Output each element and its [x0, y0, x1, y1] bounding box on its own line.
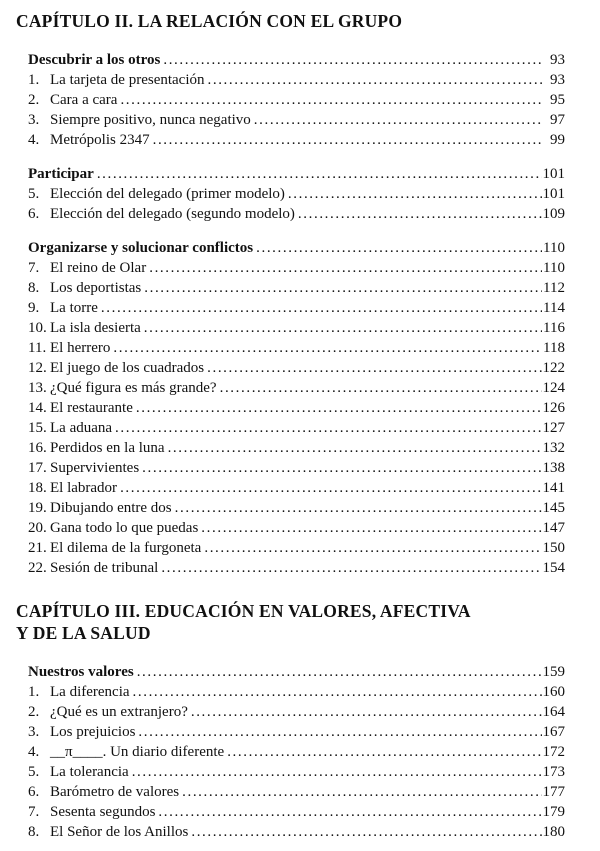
toc-item-row: [28, 722, 565, 742]
section-items: [28, 682, 565, 842]
section-heading-label: Organizarse y solucionar conflictos: [28, 240, 254, 256]
dot-leader: [285, 184, 542, 204]
item-label: Elección del delegado (segundo modelo): [50, 206, 295, 222]
toc-item-row: [28, 110, 565, 130]
toc-item-row: [28, 558, 565, 578]
toc-item-row: [28, 458, 565, 478]
chapter-sections: [16, 50, 565, 578]
item-number: 5.: [28, 764, 40, 780]
toc-section: [28, 50, 565, 150]
dot-leader: [172, 498, 542, 518]
page-number: 154: [542, 560, 565, 576]
dot-leader: [155, 802, 542, 822]
section-heading-row: [28, 238, 565, 258]
toc-item-row: [28, 782, 565, 802]
page-number: 147: [542, 520, 565, 536]
chapter-title-line: CAPÍTULO II. LA RELACIÓN CON EL GRUPO: [16, 11, 403, 31]
item-label: La torre: [50, 300, 98, 316]
page-number: 145: [542, 500, 565, 516]
item-label: Cara a cara: [50, 92, 118, 108]
toc-item-row: [28, 338, 565, 358]
item-number: 8.: [28, 280, 40, 296]
page-number: 93: [550, 52, 565, 68]
item-number: 1.: [28, 684, 40, 700]
item-label: Sesión de tribunal: [50, 560, 159, 576]
item-label: El labrador: [50, 480, 118, 496]
page-number: 159: [542, 664, 565, 680]
section-items: [28, 70, 565, 150]
page-number: 99: [550, 132, 565, 148]
dot-leader: [188, 702, 542, 722]
page-number: 101: [542, 186, 565, 202]
item-number: 18.: [28, 480, 47, 496]
dot-leader: [224, 742, 542, 762]
dot-leader: [251, 110, 542, 130]
dot-leader: [205, 70, 543, 90]
section-items: [28, 258, 565, 578]
page-number: 126: [542, 400, 565, 416]
dot-leader: [188, 822, 542, 842]
item-number: 13.: [28, 380, 47, 396]
item-number: 11.: [28, 340, 47, 356]
dot-leader: [117, 90, 542, 110]
dot-leader: [201, 538, 542, 558]
section-heading-label: Participar: [28, 166, 94, 182]
dot-leader: [158, 558, 542, 578]
page-number: 110: [543, 260, 565, 276]
item-number: 9.: [28, 300, 40, 316]
dot-leader: [179, 782, 542, 802]
toc-section: [28, 164, 565, 224]
page-number: 109: [542, 206, 565, 222]
item-label: Perdidos en la luna: [50, 440, 165, 456]
dot-leader: [150, 130, 542, 150]
item-number: 6.: [28, 206, 40, 222]
chapter-title-line: CAPÍTULO III. EDUCACIÓN EN VALORES, AFECTIVA: [16, 601, 471, 621]
chapter-sections: [16, 662, 565, 842]
item-label: Metrópolis 2347: [50, 132, 150, 148]
item-label: ¿Qué es un extranjero?: [50, 704, 188, 720]
toc-item-row: [28, 762, 565, 782]
toc-section: [28, 662, 565, 842]
item-number: 5.: [28, 186, 40, 202]
toc-item-row: [28, 498, 565, 518]
toc-item-row: [28, 318, 565, 338]
toc-item-row: [28, 398, 565, 418]
toc-item-row: [28, 70, 565, 90]
toc-item-row: [28, 822, 565, 842]
item-number: 4.: [28, 744, 40, 760]
section-heading-label: Nuestros valores: [28, 664, 134, 680]
item-label: Barómetro de valores: [50, 784, 180, 800]
page-number: 179: [542, 804, 565, 820]
item-number: 17.: [28, 460, 47, 476]
dot-leader: [165, 438, 542, 458]
item-label: __π____. Un diario diferente: [50, 744, 225, 760]
item-label: La aduana: [50, 420, 113, 436]
toc-item-row: [28, 438, 565, 458]
page-number: 93: [550, 72, 565, 88]
item-number: 14.: [28, 400, 47, 416]
item-number: 3.: [28, 112, 40, 128]
dot-leader: [204, 358, 542, 378]
page-number: 124: [542, 380, 565, 396]
dot-leader: [129, 762, 542, 782]
item-number: 8.: [28, 824, 40, 840]
chapter-title: [16, 10, 565, 32]
item-number: 21.: [28, 540, 47, 556]
item-label: ¿Qué figura es más grande?: [50, 380, 217, 396]
toc-item-row: [28, 298, 565, 318]
dot-leader: [130, 682, 542, 702]
page-number: 97: [550, 112, 565, 128]
page-number: 110: [543, 240, 565, 256]
chapter: [16, 10, 565, 578]
item-number: 16.: [28, 440, 47, 456]
page-number: 150: [542, 540, 565, 556]
section-heading-row: [28, 164, 565, 184]
toc-item-row: [28, 184, 565, 204]
toc-item-row: [28, 682, 565, 702]
section-heading-row: [28, 662, 565, 682]
page-number: 116: [543, 320, 565, 336]
page-number: 160: [542, 684, 565, 700]
toc-item-row: [28, 130, 565, 150]
chapter-title: [16, 600, 565, 644]
item-label: Gana todo lo que puedas: [50, 520, 199, 536]
dot-leader: [253, 238, 542, 258]
toc-section: [28, 238, 565, 578]
item-label: El restaurante: [50, 400, 133, 416]
dot-leader: [110, 338, 542, 358]
toc-item-row: [28, 478, 565, 498]
toc-item-row: [28, 538, 565, 558]
toc-item-row: [28, 702, 565, 722]
dot-leader: [198, 518, 542, 538]
page-number: 114: [543, 300, 565, 316]
toc-item-row: [28, 418, 565, 438]
dot-leader: [295, 204, 542, 224]
dot-leader: [217, 378, 542, 398]
dot-leader: [139, 458, 542, 478]
page-number: 164: [542, 704, 565, 720]
page-number: 180: [542, 824, 565, 840]
page-number: 122: [542, 360, 565, 376]
dot-leader: [160, 50, 542, 70]
item-label: La tolerancia: [50, 764, 129, 780]
toc-item-row: [28, 358, 565, 378]
item-number: 19.: [28, 500, 47, 516]
item-label: La isla desierta: [50, 320, 141, 336]
section-heading-row: [28, 50, 565, 70]
item-label: El dilema de la furgoneta: [50, 540, 202, 556]
item-label: El herrero: [50, 340, 111, 356]
page-number: 101: [542, 166, 565, 182]
item-number: 15.: [28, 420, 47, 436]
dot-leader: [141, 318, 542, 338]
page-number: 127: [542, 420, 565, 436]
dot-leader: [135, 722, 542, 742]
page-number: 118: [543, 340, 565, 356]
item-number: 22.: [28, 560, 47, 576]
page-number: 132: [542, 440, 565, 456]
toc-item-row: [28, 742, 565, 762]
page-number: 95: [550, 92, 565, 108]
section-heading-label: Descubrir a los otros: [28, 52, 161, 68]
item-label: Supervivientes: [50, 460, 140, 476]
page-number: 112: [543, 280, 565, 296]
dot-leader: [117, 478, 542, 498]
item-number: 20.: [28, 520, 47, 536]
page-number: 172: [542, 744, 565, 760]
page-number: 167: [542, 724, 565, 740]
page-number: 177: [542, 784, 565, 800]
item-number: 3.: [28, 724, 40, 740]
item-label: La diferencia: [50, 684, 130, 700]
page-number: 173: [542, 764, 565, 780]
item-number: 10.: [28, 320, 47, 336]
item-label: El reino de Olar: [50, 260, 147, 276]
dot-leader: [98, 298, 542, 318]
item-label: Siempre positivo, nunca negativo: [50, 112, 251, 128]
item-number: 12.: [28, 360, 47, 376]
toc-item-row: [28, 518, 565, 538]
item-label: Dibujando entre dos: [50, 500, 172, 516]
page-number: 141: [542, 480, 565, 496]
toc-item-row: [28, 258, 565, 278]
toc-item-row: [28, 802, 565, 822]
item-label: El Señor de los Anillos: [50, 824, 189, 840]
item-number: 1.: [28, 72, 40, 88]
toc-item-row: [28, 90, 565, 110]
chapter-title-line: Y DE LA SALUD: [16, 623, 151, 643]
item-number: 2.: [28, 92, 40, 108]
section-items: [28, 184, 565, 224]
item-number: 2.: [28, 704, 40, 720]
item-number: 7.: [28, 804, 40, 820]
toc-item-row: [28, 378, 565, 398]
chapter: [16, 600, 565, 842]
item-label: Los prejuicios: [50, 724, 136, 740]
dot-leader: [141, 278, 542, 298]
item-label: El juego de los cuadrados: [50, 360, 205, 376]
item-number: 6.: [28, 784, 40, 800]
item-number: 7.: [28, 260, 40, 276]
dot-leader: [94, 164, 542, 184]
page-number: 138: [542, 460, 565, 476]
dot-leader: [112, 418, 542, 438]
toc-item-row: [28, 278, 565, 298]
item-label: Elección del delegado (primer modelo): [50, 186, 285, 202]
dot-leader: [133, 398, 542, 418]
item-label: Los deportistas: [50, 280, 142, 296]
item-label: Sesenta segundos: [50, 804, 156, 820]
dot-leader: [134, 662, 542, 682]
dot-leader: [146, 258, 542, 278]
item-number: 4.: [28, 132, 40, 148]
toc-item-row: [28, 204, 565, 224]
item-label: La tarjeta de presentación: [50, 72, 205, 88]
